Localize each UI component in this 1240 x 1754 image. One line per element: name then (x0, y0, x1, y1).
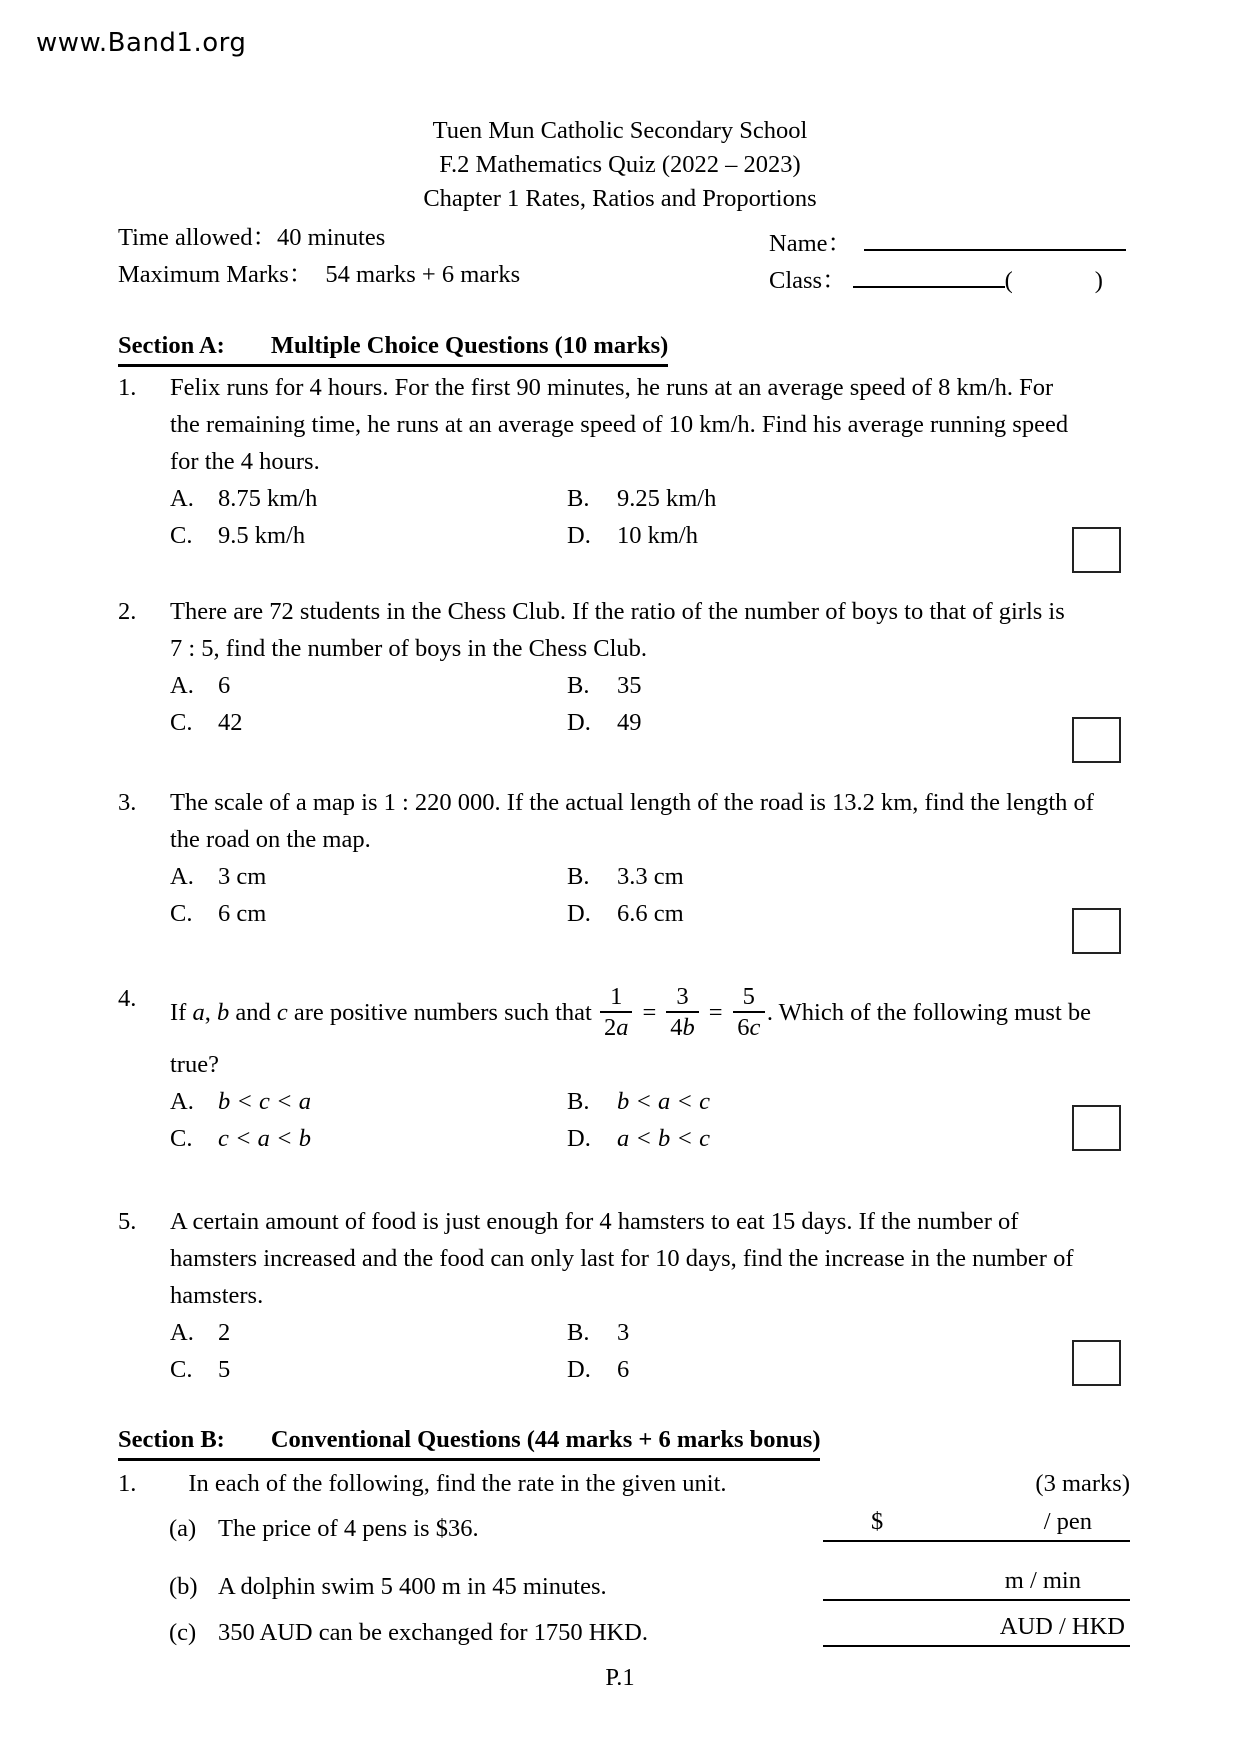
option-row (170, 1083, 1130, 1120)
option-value-d: 6.6 cm (617, 900, 684, 927)
class-label: Class： (769, 267, 847, 294)
fraction-1-over-2a: $\frac{1}{2a}$ (600, 983, 633, 1042)
option-letter-c: C. (170, 522, 193, 549)
option-value-c: 9.5 km/h (218, 522, 306, 549)
option-letter-c: C. (170, 709, 193, 736)
answer-box-q1[interactable] (1072, 527, 1121, 573)
question-number: 4. (118, 985, 137, 1012)
option-letter-d: D. (567, 709, 591, 736)
chapter-title: Chapter 1 Rates, Ratios and Proportions (423, 185, 817, 212)
option-row (170, 1351, 1130, 1388)
section-a-heading (118, 331, 668, 367)
sb-question-1 (118, 1465, 1130, 1502)
option-letter-c: C. (170, 900, 193, 927)
maximum-marks-value: 54 marks + 6 marks (325, 261, 521, 288)
unit-label: m / min (1004, 1567, 1081, 1594)
option-value-d: a < b < c (617, 1125, 710, 1152)
option-letter-b: B. (567, 1319, 590, 1346)
question-text-line: hamsters. (170, 1282, 264, 1309)
option-value-c: 5 (218, 1356, 231, 1383)
unit-label: AUD / HKD (999, 1613, 1125, 1640)
answer-box-q4[interactable] (1072, 1105, 1121, 1151)
equals-sign: = (642, 999, 657, 1026)
mc-question-2 (118, 593, 1130, 741)
question-text-line: for the 4 hours. (170, 448, 320, 475)
question-text-line: the road on the map. (170, 826, 371, 853)
option-letter-a: A. (170, 1088, 194, 1115)
mc-question-5 (118, 1203, 1130, 1388)
option-letter-a: A. (170, 672, 194, 699)
marks-badge: (3 marks) (1035, 1470, 1130, 1497)
class-field-blank[interactable] (853, 256, 1005, 288)
option-value-b: 9.25 km/h (617, 485, 717, 512)
question-text-line: Felix runs for 4 hours. For the first 90 minutes, he runs at an average speed of 8 km/h. For (170, 374, 1054, 401)
section-a-label: Section A: (118, 332, 225, 359)
option-letter-a: A. (170, 1319, 194, 1346)
question-number: 2. (118, 598, 137, 625)
option-value-c: c < a < b (218, 1125, 311, 1152)
question-text-line: There are 72 students in the Chess Club. If the ratio of the number of boys to that of girls is (170, 598, 1065, 625)
sb-part-b (169, 1568, 607, 1605)
question-number: 5. (118, 1208, 137, 1235)
var-b: b (216, 999, 230, 1026)
option-value-a: 3 cm (218, 863, 267, 890)
option-letter-d: D. (567, 1125, 591, 1152)
var-c: c (276, 999, 288, 1026)
option-letter-b: B. (567, 485, 590, 512)
site-watermark: www.Band1.org (36, 28, 247, 58)
name-field-blank[interactable] (864, 219, 1126, 251)
fraction-5-over-6c: $\frac{5}{6c}$ (733, 983, 765, 1042)
question-text-line: The scale of a map is 1 : 220 000. If the actual length of the road is 13.2 km, find the length of (170, 789, 1094, 816)
option-row (170, 1314, 1130, 1351)
part-label: (c) (169, 1619, 197, 1646)
part-text: 350 AUD can be exchanged for 1750 HKD. (218, 1619, 648, 1646)
option-letter-b: B. (567, 863, 590, 890)
document-header (0, 114, 1240, 216)
option-value-a: 6 (218, 672, 231, 699)
question-number: 3. (118, 789, 137, 816)
question-text-line: hamsters increased and the food can only last for 10 days, find the increase in the number of (170, 1245, 1074, 1272)
question-text-line: true? (170, 1051, 219, 1078)
option-row (170, 517, 1130, 554)
part-text: The price of 4 pens is $36. (218, 1515, 479, 1542)
quiz-title: F.2 Mathematics Quiz (2022 – 2023) (439, 151, 801, 178)
option-letter-d: D. (567, 900, 591, 927)
info-row-marks-class (118, 256, 1140, 293)
option-letter-a: A. (170, 485, 194, 512)
equals-sign: = (708, 999, 723, 1026)
time-allowed-value: 40 minutes (277, 224, 386, 251)
question-number: 1. (118, 1470, 137, 1497)
option-value-b: 35 (617, 672, 642, 699)
option-value-a: 8.75 km/h (218, 485, 318, 512)
option-letter-b: B. (567, 672, 590, 699)
option-value-a: b < c < a (218, 1088, 311, 1115)
section-b-heading (118, 1425, 820, 1461)
option-letter-c: C. (170, 1125, 193, 1152)
option-value-d: 10 km/h (617, 522, 698, 549)
section-b-label: Section B: (118, 1426, 225, 1453)
sb-part-a (169, 1510, 479, 1547)
option-letter-c: C. (170, 1356, 193, 1383)
time-allowed-label: Time allowed：40 minutes (118, 224, 386, 251)
option-value-b: 3.3 cm (617, 863, 684, 890)
option-value-b: b < a < c (617, 1088, 710, 1115)
question-text-line: the remaining time, he runs at an average speed of 10 km/h. Find his average running speed (170, 411, 1069, 438)
question-text-line: A certain amount of food is just enough for 4 hamsters to eat 15 days. If the number of (170, 1208, 1019, 1235)
answer-blank-c[interactable] (823, 1610, 1130, 1647)
info-row-time-name (118, 219, 1140, 256)
option-letter-a: A. (170, 863, 194, 890)
option-letter-d: D. (567, 522, 591, 549)
mc-question-4 (118, 980, 1130, 1157)
option-row (170, 667, 1130, 704)
option-value-c: 6 cm (218, 900, 267, 927)
option-letter-d: D. (567, 1356, 591, 1383)
question-text-line: 7 : 5, find the number of boys in the Chess Club. (170, 635, 648, 662)
school-name: Tuen Mun Catholic Secondary School (432, 117, 808, 144)
question-text: In each of the following, find the rate in the given unit. (188, 1470, 727, 1497)
answer-blank-b[interactable] (823, 1564, 1130, 1601)
answer-box-q3[interactable] (1072, 908, 1121, 954)
page-number: P.1 (605, 1664, 635, 1691)
answer-box-q2[interactable] (1072, 717, 1121, 763)
option-letter-b: B. (567, 1088, 590, 1115)
var-a: a (192, 999, 205, 1026)
part-text: A dolphin swim 5 400 m in 45 minutes. (218, 1573, 607, 1600)
part-label: (a) (169, 1515, 197, 1542)
option-row (170, 1120, 1130, 1157)
answer-box-q5[interactable] (1072, 1340, 1121, 1386)
mc-question-1 (118, 369, 1130, 554)
sb-part-c (169, 1614, 648, 1651)
option-value-c: 42 (218, 709, 243, 736)
unit-label: / pen (1043, 1508, 1092, 1535)
class-paren-close: ) (1094, 267, 1103, 294)
option-row (170, 858, 1130, 895)
option-row (170, 895, 1130, 932)
name-label: Name： (769, 230, 852, 257)
option-row (170, 704, 1130, 741)
section-b-title: Conventional Questions (44 marks + 6 marks bonus) (270, 1426, 821, 1453)
answer-blank-a[interactable] (823, 1505, 1130, 1542)
unit-prefix: $ (871, 1508, 884, 1535)
option-value-d: 49 (617, 709, 642, 736)
maximum-marks-label: Maximum Marks： 54 marks + 6 marks (118, 261, 521, 288)
question-equation-line: If a, b and c are positive numbers such that $\frac{1}{2a}$ = $\frac{3}{4b}$ = $\frac{5}{6c}$ . Which of the following must be (170, 982, 1091, 1042)
part-label: (b) (169, 1573, 198, 1600)
option-row (170, 480, 1130, 517)
class-paren-open: ( (1004, 267, 1013, 294)
section-a-title: Multiple Choice Questions (10 marks) (270, 332, 669, 359)
mc-question-3 (118, 784, 1130, 932)
option-value-d: 6 (617, 1356, 630, 1383)
question-number: 1. (118, 374, 137, 401)
fraction-3-over-4b: $\frac{3}{4b}$ (666, 983, 699, 1042)
option-value-a: 2 (218, 1319, 231, 1346)
option-value-b: 3 (617, 1319, 630, 1346)
